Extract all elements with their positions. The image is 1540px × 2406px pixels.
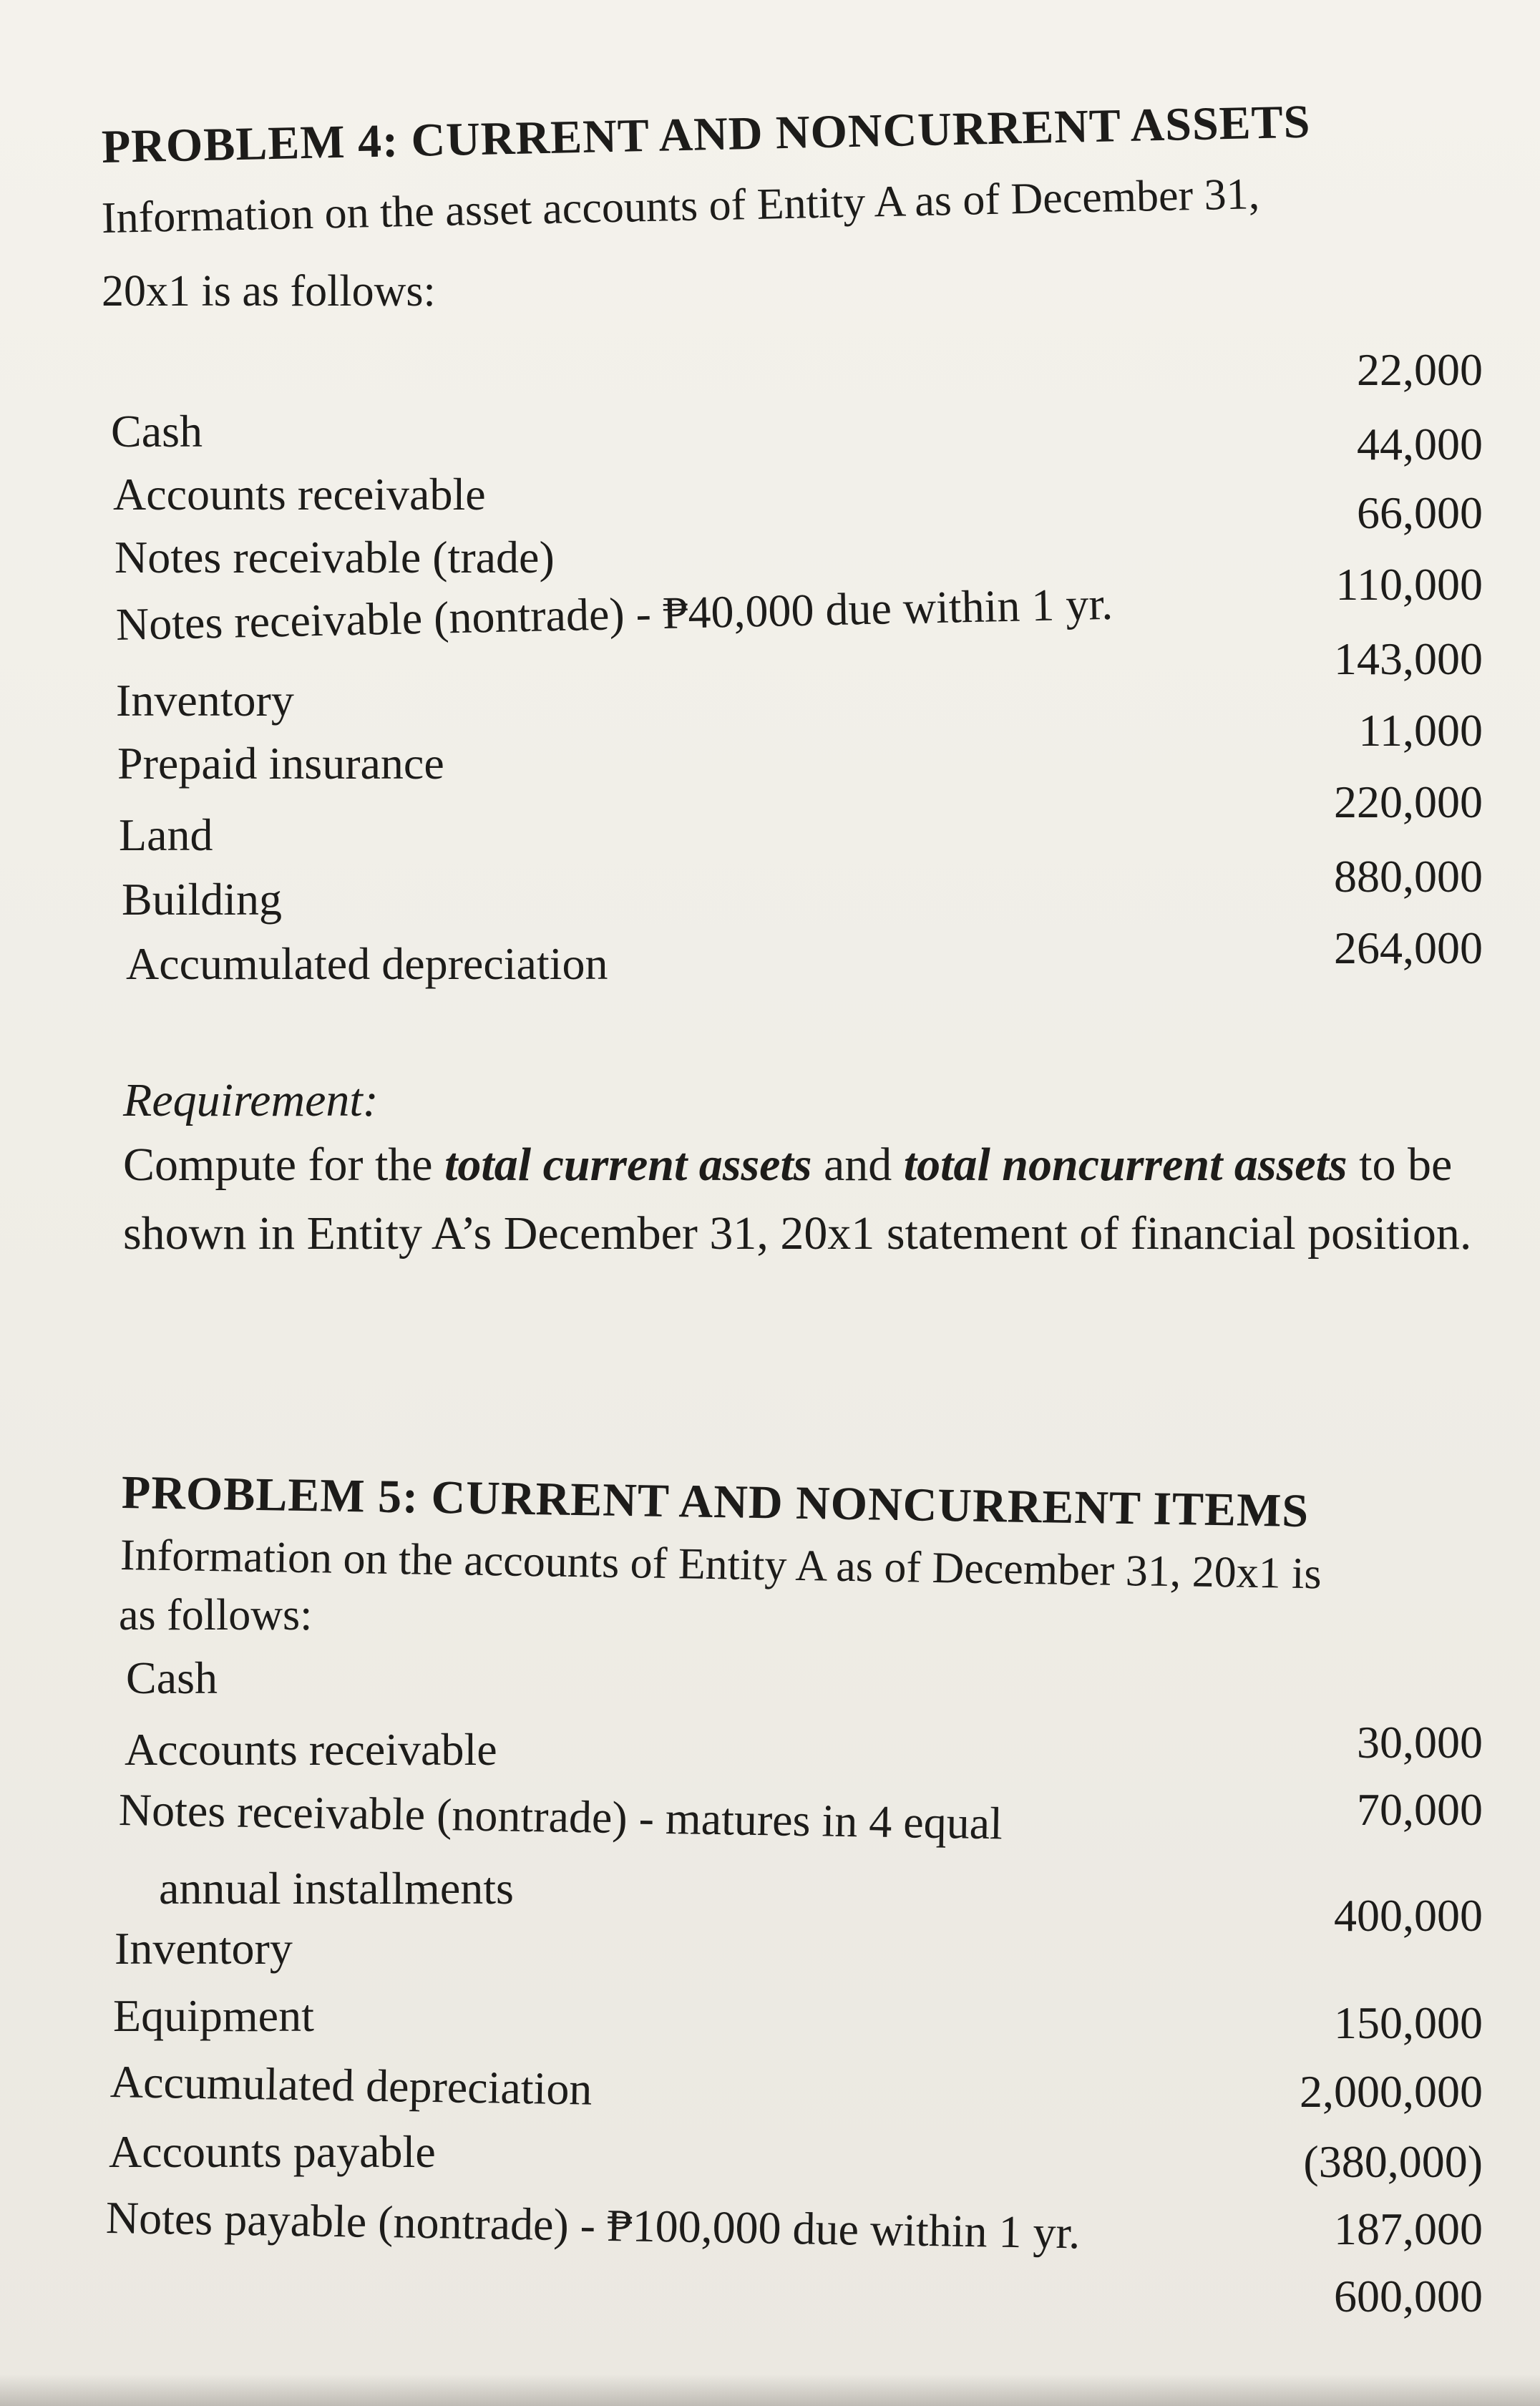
p5-item-amount-notes-receivable-nontrade: 400,000 <box>1334 1890 1483 1941</box>
p4-item-label-building: Building <box>122 874 283 925</box>
p4-item-amount-notes-receivable-trade: 66,000 <box>1357 487 1483 538</box>
p4-item-label-prepaid-insurance: Prepaid insurance <box>117 738 444 789</box>
p4-item-amount-accumulated-depreciation: 264,000 <box>1334 922 1483 973</box>
p5-item-label-notes-payable-nontrade: Notes payable (nontrade) - ₱100,000 due within 1 yr. <box>105 2192 1081 2259</box>
p4-item-amount-notes-receivable-nontrade: 110,000 <box>1335 559 1483 610</box>
requirement-total-current-assets: total current assets <box>444 1139 812 1191</box>
requirement-pre: Compute for the <box>123 1139 445 1191</box>
p5-item-label-accounts-receivable: Accounts receivable <box>125 1724 497 1775</box>
p4-item-amount-land: 220,000 <box>1334 776 1483 827</box>
p4-item-label-accumulated-depreciation: Accumulated depreciation <box>126 938 608 989</box>
p5-item-amount-accounts-receivable: 70,000 <box>1357 1784 1483 1835</box>
p5-item-label-accumulated-depreciation: Accumulated depreciation <box>109 2056 593 2115</box>
p5-item-label-cash: Cash <box>126 1652 218 1703</box>
p4-item-amount-building: 880,000 <box>1334 851 1483 902</box>
problem5-intro-line2: as follows: <box>119 1591 313 1640</box>
p5-item-amount-cash: 30,000 <box>1357 1717 1483 1768</box>
p4-item-label-notes-receivable-nontrade: Notes receivable (nontrade) - ₱40,000 due within 1 yr. <box>115 578 1113 650</box>
p4-item-label-land: Land <box>119 809 213 860</box>
requirement-text <box>123 1131 1540 1268</box>
problem4-title: PROBLEM 4: CURRENT AND NONCURRENT ASSETS <box>101 95 1312 173</box>
p5-item-amount-accumulated-depreciation: (380,000) <box>1303 2136 1483 2187</box>
p4-item-label-accounts-receivable: Accounts receivable <box>113 469 486 520</box>
p4-item-label-cash: Cash <box>111 406 203 457</box>
p4-item-amount-accounts-receivable: 44,000 <box>1357 419 1483 469</box>
page-bottom-edge <box>0 2375 1540 2406</box>
p5-item-label-notes-receivable-nontrade-line2: annual installments <box>159 1863 514 1914</box>
requirement-total-noncurrent-assets: total noncurrent assets <box>903 1139 1348 1191</box>
p4-item-amount-prepaid-insurance: 11,000 <box>1358 705 1483 756</box>
p5-item-amount-notes-payable-nontrade: 600,000 <box>1334 2271 1483 2322</box>
p4-item-label-inventory: Inventory <box>116 675 294 726</box>
problem5-title: PROBLEM 5: CURRENT AND NONCURRENT ITEMS <box>121 1466 1310 1538</box>
p4-item-amount-cash: 22,000 <box>1357 344 1483 395</box>
problem4-intro-line1: Information on the asset accounts of Entity A as of December 31, <box>101 170 1260 243</box>
p5-item-label-accounts-payable: Accounts payable <box>109 2126 436 2177</box>
problem4-intro-line2: 20x1 is as follows: <box>102 267 436 316</box>
p5-item-amount-inventory: 150,000 <box>1334 1997 1483 2048</box>
p5-item-amount-equipment: 2,000,000 <box>1300 2066 1483 2117</box>
requirement-post: to be shown in Entity A’s December 31, 20x1 statement of financial position. <box>123 1139 1472 1260</box>
requirement-mid: and <box>812 1139 904 1191</box>
p5-item-label-inventory: Inventory <box>114 1923 293 1974</box>
p5-item-amount-accounts-payable: 187,000 <box>1334 2203 1483 2254</box>
problem5-intro-line1: Information on the accounts of Entity A as of December 31, 20x1 is <box>120 1531 1322 1599</box>
p4-item-amount-inventory: 143,000 <box>1334 633 1483 684</box>
p5-item-label-equipment: Equipment <box>113 1990 314 2041</box>
requirement-heading: Requirement: <box>123 1074 379 1126</box>
p5-item-label-notes-receivable-nontrade: Notes receivable (nontrade) - matures in 4 equal <box>118 1784 1003 1849</box>
p4-item-label-notes-receivable-trade: Notes receivable (trade) <box>114 532 555 583</box>
